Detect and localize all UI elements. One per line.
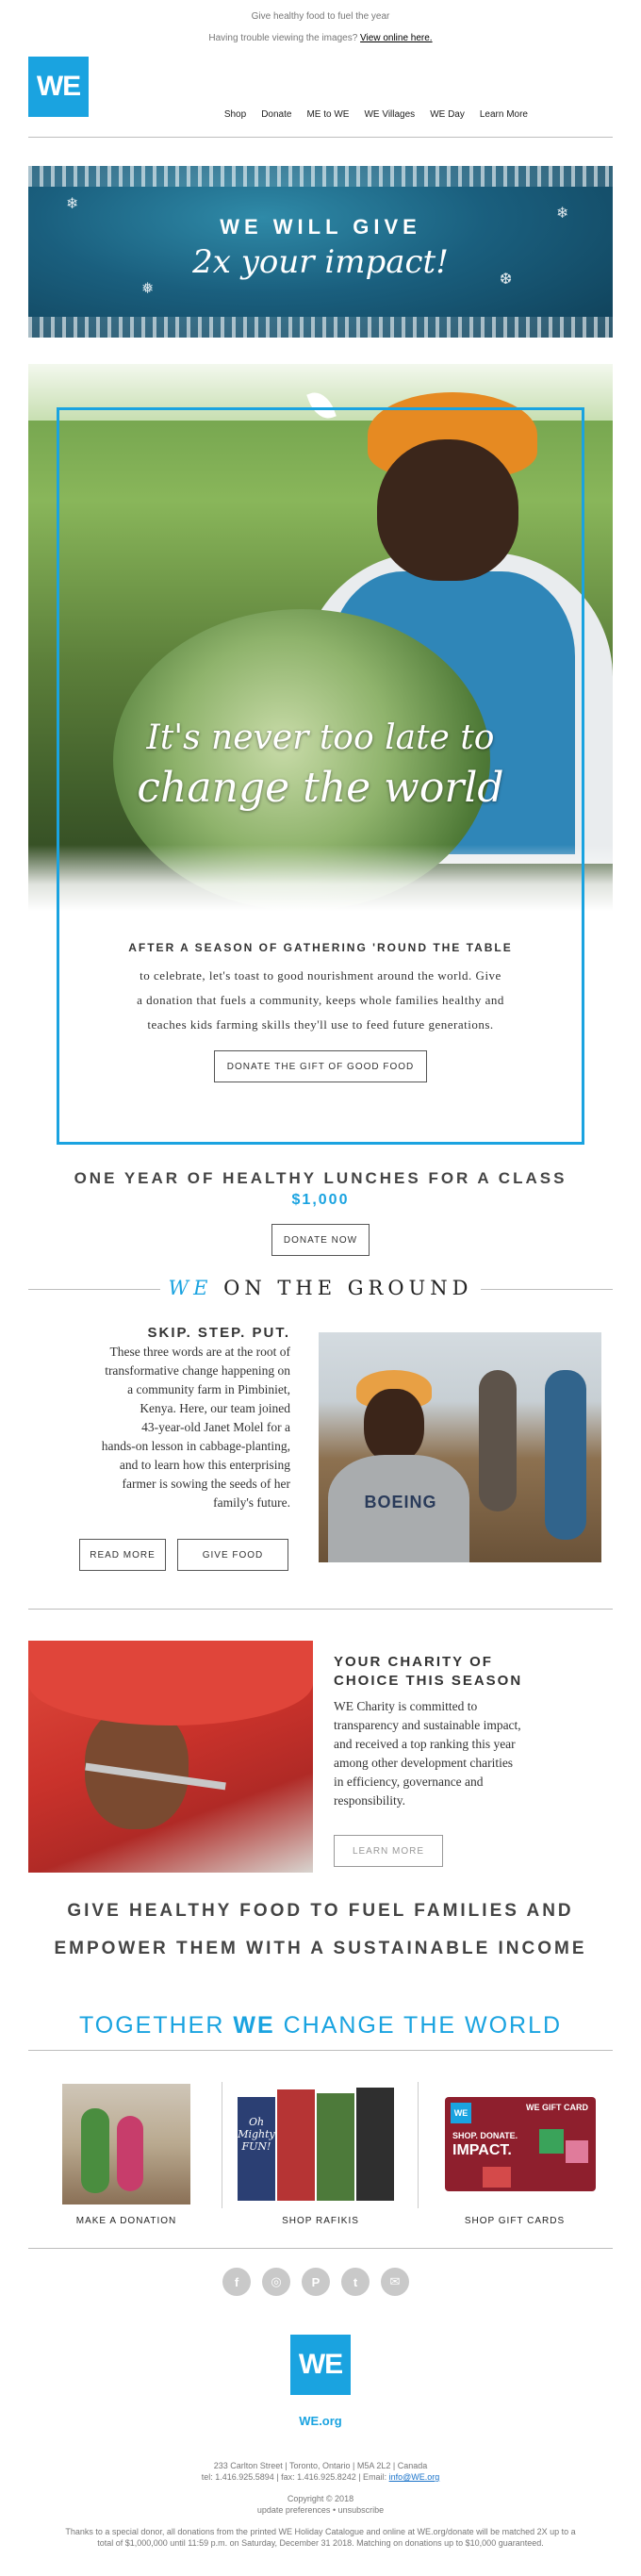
nav-item-learn-more[interactable]: Learn More (479, 109, 528, 120)
give-headline-line2: EMPOWER THEM WITH A SUSTAINABLE INCOME (54, 1939, 587, 1958)
we-org-link[interactable]: WE.org (299, 2414, 342, 2428)
give-headline-line1: GIVE HEALTHY FOOD TO FUEL FAMILIES AND (67, 1901, 574, 1921)
trouble-text: Having trouble viewing the images? (208, 33, 358, 43)
shirt-text: BOEING (364, 1493, 437, 1511)
donate-gift-button[interactable]: DONATE THE GIFT OF GOOD FOOD (214, 1050, 427, 1082)
email-icon[interactable]: ✉ (381, 2268, 409, 2296)
footer-address: 233 Carlton Street | Toronto, Ontario | M5A 2L2 | Canada (213, 2461, 428, 2470)
footer-links (0, 2505, 641, 2515)
footer-disclaimer-line1: Thanks to a special donor, all donations from the printed WE Holiday Catalogue and online at WE.org/donate will be matched 2X up to a (65, 2527, 576, 2536)
card-body-line: a donation that fuels a community, keeps whole families healthy and (137, 993, 504, 1007)
update-preferences-link[interactable]: update preferences (256, 2505, 331, 2515)
banner-subheadline: 2x your impact! (192, 243, 449, 281)
tile-divider (418, 2082, 419, 2208)
footer-copyright: Copyright © 2018 (287, 2494, 354, 2503)
main-nav (224, 109, 528, 120)
hero-headline-line2: change the world (137, 764, 504, 812)
child-red-hat (28, 1641, 313, 1726)
read-more-button[interactable]: READ MORE (79, 1539, 166, 1571)
charity-title-line: YOUR CHARITY OF (334, 1654, 493, 1670)
otg-rest: ON THE GROUND (223, 1277, 473, 1299)
rafiki-card-red (277, 2089, 315, 2201)
charity-body-line: among other development charities (334, 1756, 514, 1770)
instagram-icon[interactable]: ◎ (262, 2268, 290, 2296)
on-the-ground-heading (0, 1277, 641, 1299)
gift-card-image (445, 2097, 596, 2191)
gift-card-line1: SHOP. DONATE. (452, 2131, 518, 2140)
facebook-icon[interactable]: f (222, 2268, 251, 2296)
nav-item-me-to-we[interactable]: ME to WE (306, 109, 350, 120)
gift-box-icon (539, 2129, 564, 2154)
banner-headline: WE WILL GIVE (220, 215, 421, 239)
lunches-title: ONE YEAR OF HEALTHY LUNCHES FOR A CLASS (74, 1169, 567, 1187)
donation-child-1 (81, 2108, 109, 2193)
ground-body-line: family's future. (213, 1495, 290, 1510)
ground-body-line: Kenya. Here, our team joined (140, 1401, 290, 1415)
header-divider (28, 137, 613, 138)
farm-photo[interactable] (319, 1332, 601, 1562)
ground-body-line: a community farm in Pimbiniet, (127, 1382, 290, 1396)
ground-body-line: These three words are at the root of (109, 1345, 290, 1359)
together-divider (28, 2050, 613, 2051)
nav-item-we-day[interactable]: WE Day (430, 109, 465, 120)
footer-contact (0, 2472, 641, 2482)
make-donation-label: MAKE A DONATION (75, 2216, 177, 2226)
together-we: WE (233, 2012, 275, 2039)
gift-card-logo: WE (451, 2103, 471, 2123)
charity-title (334, 1653, 522, 1691)
card-body (75, 964, 566, 1037)
ground-body-line: farmer is sowing the seeds of her (122, 1477, 290, 1491)
charity-body-line: responsibility. (334, 1793, 405, 1808)
gift-card-line2: IMPACT. (452, 2142, 512, 2158)
view-online-link[interactable]: View online here. (360, 33, 433, 43)
nav-item-donate[interactable]: Donate (261, 109, 292, 120)
child-eating-photo[interactable] (28, 1641, 313, 1873)
charity-body (334, 1697, 607, 1810)
nav-item-shop[interactable]: Shop (223, 109, 247, 120)
charity-body-line: WE Charity is committed to (334, 1699, 478, 1713)
ground-body (38, 1343, 290, 1512)
gift-box-icon (483, 2167, 511, 2188)
footer-phones: tel: 1.416.925.5894 | fax: 1.416.925.8242 | Email: (201, 2472, 387, 2482)
preheader-tagline: Give healthy food to fuel the year (251, 11, 390, 22)
charity-body-line: transparency and sustainable impact, (334, 1718, 521, 1732)
snow-border-top (28, 166, 613, 187)
ground-body-line: and to learn how this enterprising (119, 1458, 290, 1472)
otg-rule-right (481, 1289, 613, 1290)
nav-item-we-villages[interactable]: WE Villages (364, 109, 416, 120)
snow-border-bottom (28, 317, 613, 338)
snowflake-icon: ❅ (141, 281, 155, 297)
charity-title-line: CHOICE THIS SEASON (334, 1673, 523, 1689)
ground-body-line: transformative change happening on (105, 1363, 290, 1378)
double-impact-banner[interactable] (28, 166, 613, 338)
donate-now-button[interactable]: DONATE NOW (271, 1224, 370, 1256)
farmer-face (364, 1389, 424, 1462)
hero-headline-line1: It's never too late to (146, 718, 495, 757)
lunches-amount: $1,000 (291, 1192, 350, 1208)
charity-body-line: in efficiency, governance and (334, 1775, 484, 1789)
tiles-divider (28, 2248, 613, 2249)
section-divider (28, 1609, 613, 1610)
footer-disclaimer-line2: total of $1,000,000 until 11:59 p.m. on Saturday, December 31 2018. Matching on donations up to $10,000 guaranteed. (97, 2538, 544, 2548)
snowflake-icon: ❄ (66, 196, 79, 212)
shop-gift-cards-label: SHOP GIFT CARDS (464, 2216, 566, 2226)
together-post: CHANGE THE WORLD (283, 2012, 563, 2039)
footer-separator: • (332, 2505, 337, 2515)
gift-card-title: WE GIFT CARD (526, 2103, 588, 2112)
otg-we: WE (168, 1277, 213, 1299)
together-pre: TOGETHER (78, 2012, 225, 2039)
shop-rafikis-label: SHOP RAFIKIS (282, 2216, 359, 2226)
twitter-icon[interactable]: t (341, 2268, 370, 2296)
ground-title: SKIP. STEP. PUT. (147, 1325, 290, 1341)
ground-body-line: 43-year-old Janet Molel for a (141, 1420, 290, 1434)
we-logo[interactable]: WE (28, 57, 89, 117)
together-heading (0, 2012, 641, 2039)
rafiki-card-black (356, 2088, 394, 2201)
give-food-button[interactable]: GIVE FOOD (177, 1539, 288, 1571)
footer-we-logo[interactable]: WE (290, 2335, 351, 2395)
snowflake-icon: ❄ (556, 206, 569, 222)
donation-photo (62, 2084, 190, 2204)
snowflake-icon: ❆ (500, 272, 513, 288)
gift-box-icon (566, 2140, 588, 2163)
card-heading: AFTER A SEASON OF GATHERING 'ROUND THE TABLE (128, 941, 513, 954)
card-body-line: to celebrate, let's toast to good nourishment around the world. Give (140, 968, 501, 983)
rafiki-card-navy: Oh Mighty FUN! (238, 2097, 275, 2201)
preheader-trouble (0, 33, 641, 43)
charity-body-line: and received a top ranking this year (334, 1737, 516, 1751)
farmer-background-1 (479, 1370, 517, 1511)
learn-more-button[interactable]: LEARN MORE (334, 1835, 443, 1867)
card-body-line: teaches kids farming skills they'll use to feed future generations. (147, 1017, 494, 1032)
footer-email-link[interactable]: info@WE.org (388, 2472, 440, 2482)
rafikis-cards (238, 2084, 403, 2201)
donation-child-2 (117, 2116, 143, 2191)
ground-body-line: hands-on lesson in cabbage-planting, (101, 1439, 290, 1453)
unsubscribe-link[interactable]: unsubscribe (337, 2505, 385, 2515)
farmer-background-2 (545, 1370, 586, 1540)
pinterest-icon[interactable]: P (302, 2268, 330, 2296)
rafiki-card-green (317, 2093, 354, 2201)
